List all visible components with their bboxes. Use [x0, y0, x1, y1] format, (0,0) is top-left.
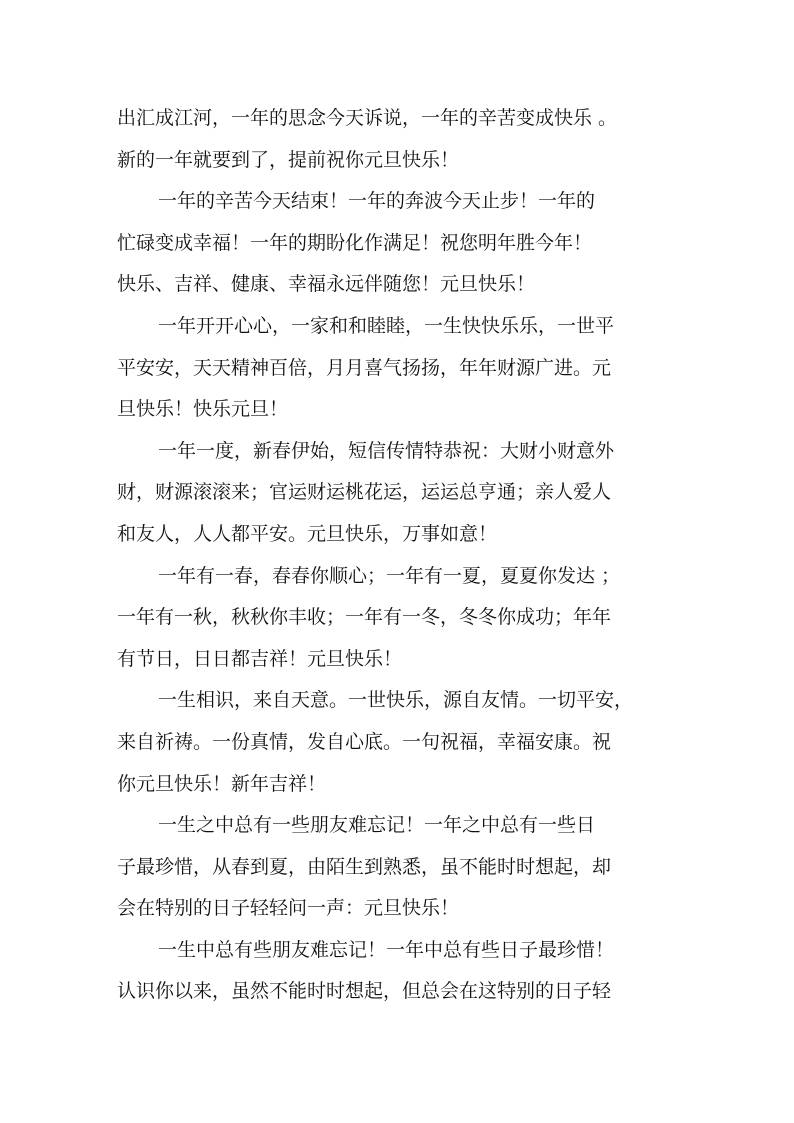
text-line: 新的一年就要到了，提前祝你元旦快乐！ — [117, 148, 460, 171]
text-line: 认识你以来，虽然不能时时想起，但总会在这特别的日子轻 — [117, 980, 612, 1003]
text-line: 有节日，日日都吉祥！元旦快乐！ — [117, 647, 403, 670]
text-line: 忙碌变成幸福！一年的期盼化作满足！祝您明年胜今年！ — [117, 231, 593, 254]
paragraph-start-line: 一年一度，新春伊始，短信传情特恭祝：大财小财意外 — [158, 439, 615, 462]
text-line: 快乐、吉祥、健康、幸福永远伴随您！元旦快乐！ — [117, 273, 536, 296]
paragraph-start-line: 一生相识，来自天意。一世快乐，源自友情。一切平安， — [158, 689, 634, 712]
text-line: 旦快乐！快乐元旦！ — [117, 398, 289, 421]
text-line: 会在特别的日子轻轻问一声：元旦快乐！ — [117, 897, 460, 920]
text-line: 一年有一秋，秋秋你丰收；一年有一冬，冬冬你成功；年年 — [117, 606, 612, 629]
document-body — [117, 98, 677, 1013]
text-line: 和友人，人人都平安。元旦快乐，万事如意！ — [117, 522, 498, 545]
text-line: 出汇成江河，一年的思念今天诉说，一年的辛苦变成快乐 。 — [117, 107, 618, 129]
paragraph-start-line: 一生之中总有一些朋友难忘记！一年之中总有一些日 — [158, 814, 596, 837]
text-line: 财，财源滚滚来；官运财运桃花运，运运总亨通；亲人爱人 — [117, 481, 612, 504]
text-line: 平安安，天天精神百倍，月月喜气扬扬，年年财源广进。元 — [117, 356, 612, 379]
paragraph-start-line: 一年开开心心，一家和和睦睦，一生快快乐乐，一世平 — [158, 314, 615, 337]
paragraph-start-line: 一生中总有些朋友难忘记！一年中总有些日子最珍惜！ — [158, 938, 615, 961]
text-line: 子最珍惜，从春到夏，由陌生到熟悉，虽不能时时想起，却 — [117, 855, 612, 878]
paragraph-start-line: 一年的辛苦今天结束！一年的奔波今天止步！一年的 — [158, 190, 596, 213]
text-line: 你元旦快乐！新年吉祥！ — [117, 772, 327, 795]
text-line: 来自祈祷。一份真情，发自心底。一句祝福，幸福安康。祝 — [117, 730, 612, 753]
paragraph-start-line: 一年有一春，春春你顺心；一年有一夏，夏夏你发达 ； — [158, 564, 621, 587]
